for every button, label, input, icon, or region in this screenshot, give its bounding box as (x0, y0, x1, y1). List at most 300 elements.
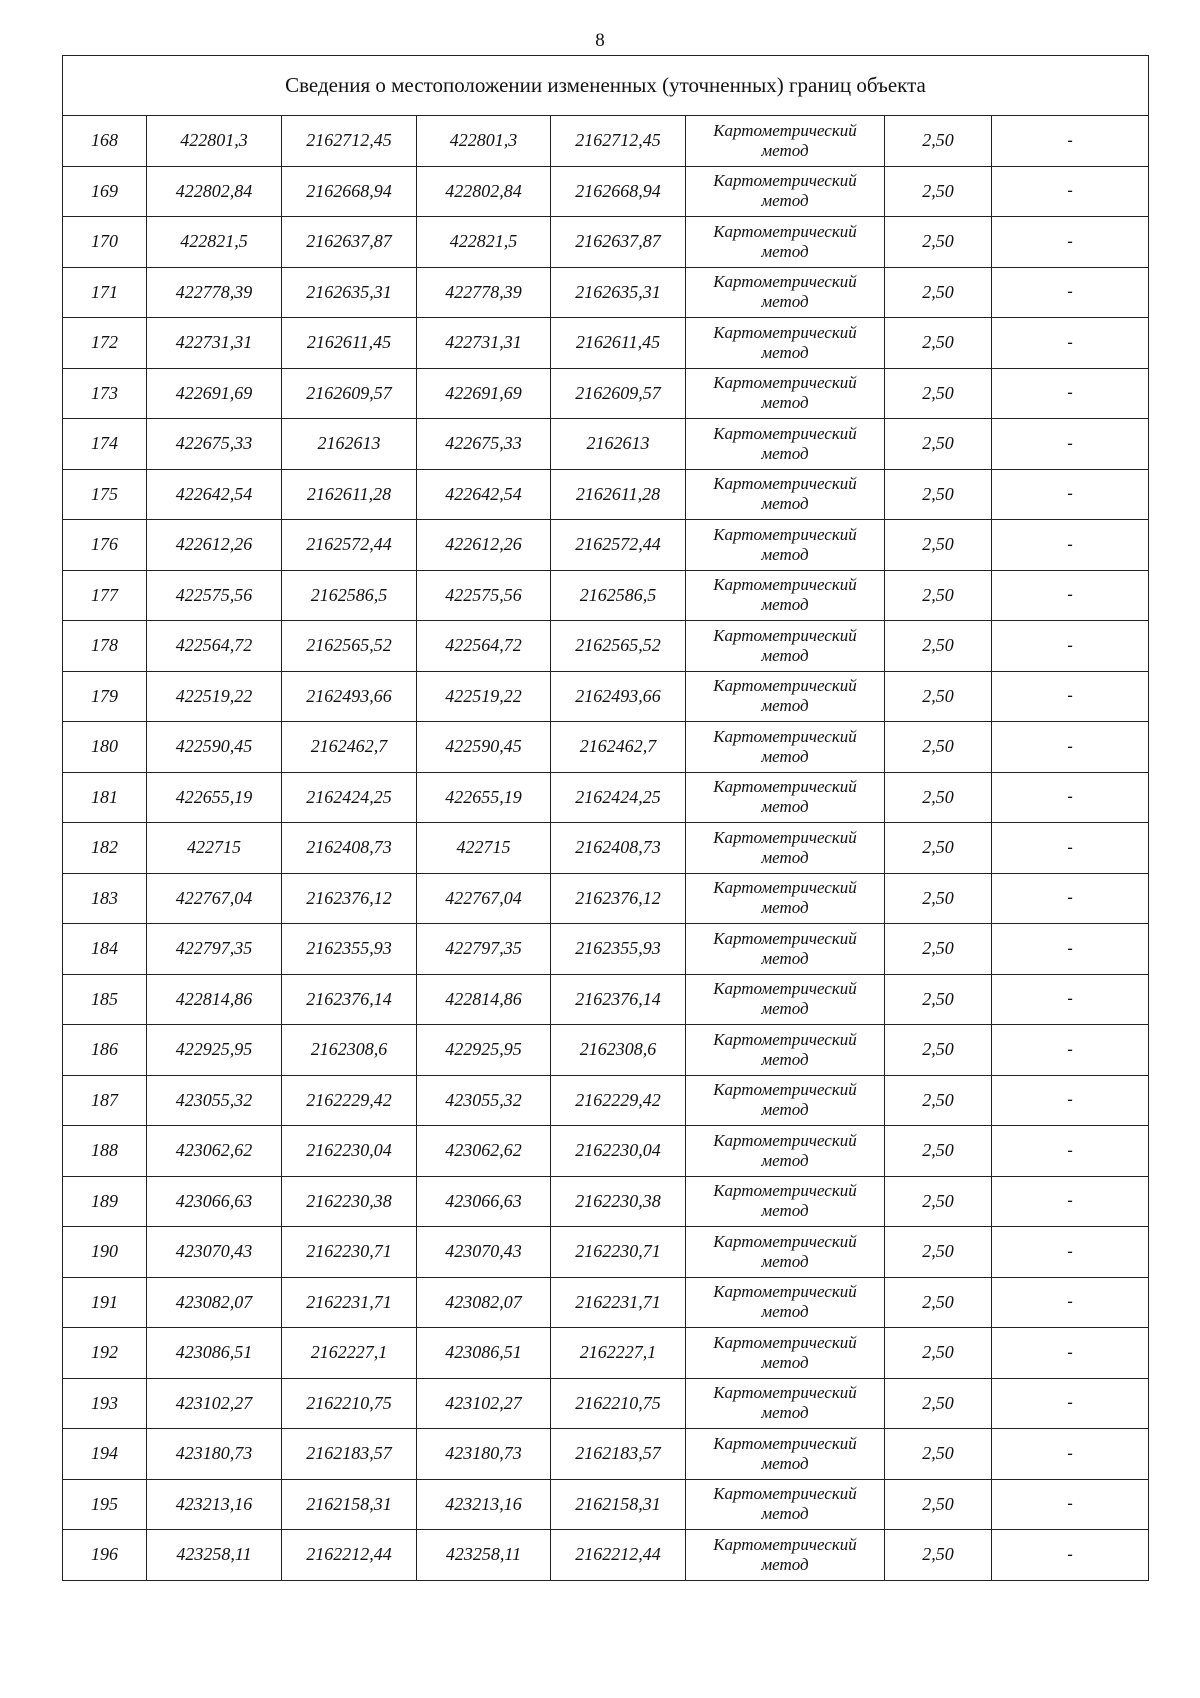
note-cell: - (992, 924, 1149, 975)
accuracy-cell: 2,50 (885, 873, 992, 924)
accuracy-cell: 2,50 (885, 368, 992, 419)
point-number-cell: 183 (63, 873, 147, 924)
refined-y-cell: 2162408,73 (551, 823, 686, 874)
existing-y-cell: 2162462,7 (282, 722, 417, 773)
existing-y-cell: 2162613 (282, 419, 417, 470)
method-line-2: метод (761, 1504, 809, 1524)
table-row (63, 1025, 1149, 1076)
method-line-2: метод (761, 494, 809, 514)
refined-y-cell: 2162355,93 (551, 924, 686, 975)
refined-y-cell: 2162230,38 (551, 1176, 686, 1227)
note-cell: - (992, 621, 1149, 672)
table-row (63, 1328, 1149, 1379)
refined-y-cell: 2162712,45 (551, 116, 686, 167)
existing-y-cell: 2162408,73 (282, 823, 417, 874)
note-cell: - (992, 419, 1149, 470)
refined-y-cell: 2162637,87 (551, 217, 686, 268)
accuracy-cell: 2,50 (885, 621, 992, 672)
method-line-2: метод (761, 1150, 809, 1170)
method-cell (686, 1277, 885, 1328)
method-line-1: Картометрический (713, 1029, 857, 1049)
table-row (63, 217, 1149, 268)
refined-y-cell: 2162227,1 (551, 1328, 686, 1379)
existing-x-cell: 422642,54 (147, 469, 282, 520)
method-line-1: Картометрический (713, 423, 857, 443)
existing-x-cell: 422612,26 (147, 520, 282, 571)
refined-x-cell: 422925,95 (417, 1025, 551, 1076)
existing-x-cell: 423062,62 (147, 1126, 282, 1177)
existing-x-cell: 423070,43 (147, 1227, 282, 1278)
refined-x-cell: 422642,54 (417, 469, 551, 520)
note-cell: - (992, 1479, 1149, 1530)
method-line-2: метод (761, 1453, 809, 1473)
table-row (63, 267, 1149, 318)
refined-x-cell: 422519,22 (417, 671, 551, 722)
point-number-cell: 188 (63, 1126, 147, 1177)
table-row (63, 722, 1149, 773)
method-line-1: Картометрический (713, 777, 857, 797)
method-cell (686, 1227, 885, 1278)
note-cell: - (992, 1025, 1149, 1076)
existing-x-cell: 422564,72 (147, 621, 282, 672)
method-cell (686, 166, 885, 217)
method-line-1: Картометрический (713, 120, 857, 140)
refined-x-cell: 423213,16 (417, 1479, 551, 1530)
point-number-cell: 177 (63, 570, 147, 621)
accuracy-cell: 2,50 (885, 772, 992, 823)
refined-x-cell: 423062,62 (417, 1126, 551, 1177)
table-row (63, 924, 1149, 975)
accuracy-cell: 2,50 (885, 1126, 992, 1177)
method-line-1: Картометрический (713, 272, 857, 292)
refined-x-cell: 422691,69 (417, 368, 551, 419)
existing-x-cell: 423082,07 (147, 1277, 282, 1328)
existing-x-cell: 422655,19 (147, 772, 282, 823)
point-number-cell: 170 (63, 217, 147, 268)
accuracy-cell: 2,50 (885, 570, 992, 621)
point-number-cell: 174 (63, 419, 147, 470)
existing-x-cell: 422814,86 (147, 974, 282, 1025)
table-row (63, 873, 1149, 924)
method-line-2: метод (761, 342, 809, 362)
method-line-2: метод (761, 847, 809, 867)
existing-y-cell: 2162158,31 (282, 1479, 417, 1530)
method-cell (686, 419, 885, 470)
point-number-cell: 182 (63, 823, 147, 874)
existing-y-cell: 2162230,71 (282, 1227, 417, 1278)
point-number-cell: 184 (63, 924, 147, 975)
refined-y-cell: 2162609,57 (551, 368, 686, 419)
method-line-2: метод (761, 797, 809, 817)
existing-x-cell: 422691,69 (147, 368, 282, 419)
table-row (63, 772, 1149, 823)
refined-y-cell: 2162229,42 (551, 1075, 686, 1126)
method-line-2: метод (761, 393, 809, 413)
existing-y-cell: 2162668,94 (282, 166, 417, 217)
method-cell (686, 722, 885, 773)
method-line-2: метод (761, 999, 809, 1019)
accuracy-cell: 2,50 (885, 671, 992, 722)
note-cell: - (992, 671, 1149, 722)
existing-x-cell: 422801,3 (147, 116, 282, 167)
point-number-cell: 176 (63, 520, 147, 571)
note-cell: - (992, 1277, 1149, 1328)
point-number-cell: 173 (63, 368, 147, 419)
point-number-cell: 189 (63, 1176, 147, 1227)
method-cell (686, 1075, 885, 1126)
table-row (63, 419, 1149, 470)
method-cell (686, 924, 885, 975)
method-line-1: Картометрический (713, 1282, 857, 1302)
refined-y-cell: 2162565,52 (551, 621, 686, 672)
refined-x-cell: 423055,32 (417, 1075, 551, 1126)
note-cell: - (992, 1176, 1149, 1227)
existing-x-cell: 423086,51 (147, 1328, 282, 1379)
point-number-cell: 175 (63, 469, 147, 520)
method-cell (686, 267, 885, 318)
refined-y-cell: 2162635,31 (551, 267, 686, 318)
point-number-cell: 195 (63, 1479, 147, 1530)
method-line-1: Картометрический (713, 1433, 857, 1453)
method-line-1: Картометрический (713, 474, 857, 494)
refined-y-cell: 2162376,12 (551, 873, 686, 924)
method-line-1: Картометрический (713, 1080, 857, 1100)
table-row (63, 570, 1149, 621)
refined-y-cell: 2162611,45 (551, 318, 686, 369)
refined-y-cell: 2162308,6 (551, 1025, 686, 1076)
point-number-cell: 171 (63, 267, 147, 318)
note-cell: - (992, 267, 1149, 318)
point-number-cell: 178 (63, 621, 147, 672)
accuracy-cell: 2,50 (885, 318, 992, 369)
accuracy-cell: 2,50 (885, 1378, 992, 1429)
table-row (63, 671, 1149, 722)
point-number-cell: 180 (63, 722, 147, 773)
method-line-2: метод (761, 241, 809, 261)
method-line-1: Картометрический (713, 221, 857, 241)
existing-x-cell: 422590,45 (147, 722, 282, 773)
existing-y-cell: 2162565,52 (282, 621, 417, 672)
accuracy-cell: 2,50 (885, 1025, 992, 1076)
existing-x-cell: 422575,56 (147, 570, 282, 621)
method-line-2: метод (761, 898, 809, 918)
point-number-cell: 181 (63, 772, 147, 823)
note-cell: - (992, 1530, 1149, 1581)
method-line-2: метод (761, 1049, 809, 1069)
accuracy-cell: 2,50 (885, 1530, 992, 1581)
existing-x-cell: 422821,5 (147, 217, 282, 268)
accuracy-cell: 2,50 (885, 1227, 992, 1278)
method-cell (686, 671, 885, 722)
refined-y-cell: 2162572,44 (551, 520, 686, 571)
refined-x-cell: 422675,33 (417, 419, 551, 470)
table-row (63, 469, 1149, 520)
table-row (63, 1075, 1149, 1126)
existing-y-cell: 2162212,44 (282, 1530, 417, 1581)
table-row (63, 1429, 1149, 1480)
method-cell (686, 570, 885, 621)
point-number-cell: 179 (63, 671, 147, 722)
refined-x-cell: 422802,84 (417, 166, 551, 217)
method-line-1: Картометрический (713, 676, 857, 696)
method-cell (686, 1479, 885, 1530)
existing-y-cell: 2162637,87 (282, 217, 417, 268)
method-line-1: Картометрический (713, 524, 857, 544)
method-cell (686, 1025, 885, 1076)
method-cell (686, 1429, 885, 1480)
method-line-2: метод (761, 292, 809, 312)
accuracy-cell: 2,50 (885, 823, 992, 874)
existing-y-cell: 2162376,12 (282, 873, 417, 924)
existing-x-cell: 422731,31 (147, 318, 282, 369)
accuracy-cell: 2,50 (885, 267, 992, 318)
note-cell: - (992, 974, 1149, 1025)
existing-x-cell: 422802,84 (147, 166, 282, 217)
method-line-2: метод (761, 595, 809, 615)
point-number-cell: 187 (63, 1075, 147, 1126)
refined-x-cell: 422778,39 (417, 267, 551, 318)
point-number-cell: 190 (63, 1227, 147, 1278)
note-cell: - (992, 570, 1149, 621)
existing-y-cell: 2162308,6 (282, 1025, 417, 1076)
method-cell (686, 823, 885, 874)
existing-x-cell: 422675,33 (147, 419, 282, 470)
refined-y-cell: 2162231,71 (551, 1277, 686, 1328)
refined-x-cell: 422731,31 (417, 318, 551, 369)
refined-y-cell: 2162212,44 (551, 1530, 686, 1581)
method-line-1: Картометрический (713, 575, 857, 595)
existing-x-cell: 422715 (147, 823, 282, 874)
note-cell: - (992, 1075, 1149, 1126)
accuracy-cell: 2,50 (885, 419, 992, 470)
method-line-1: Картометрический (713, 1534, 857, 1554)
table-row (63, 368, 1149, 419)
note-cell: - (992, 166, 1149, 217)
refined-y-cell: 2162668,94 (551, 166, 686, 217)
table-row (63, 318, 1149, 369)
note-cell: - (992, 1328, 1149, 1379)
method-cell (686, 116, 885, 167)
method-cell (686, 772, 885, 823)
method-cell (686, 1176, 885, 1227)
method-cell (686, 520, 885, 571)
method-line-2: метод (761, 1302, 809, 1322)
refined-x-cell: 422612,26 (417, 520, 551, 571)
method-line-1: Картометрический (713, 625, 857, 645)
refined-y-cell: 2162158,31 (551, 1479, 686, 1530)
accuracy-cell: 2,50 (885, 1328, 992, 1379)
table-row (63, 1176, 1149, 1227)
method-line-2: метод (761, 1554, 809, 1574)
existing-y-cell: 2162355,93 (282, 924, 417, 975)
existing-y-cell: 2162712,45 (282, 116, 417, 167)
note-cell: - (992, 873, 1149, 924)
method-line-2: метод (761, 1100, 809, 1120)
table-row (63, 823, 1149, 874)
point-number-cell: 172 (63, 318, 147, 369)
table-row (63, 1227, 1149, 1278)
refined-x-cell: 422590,45 (417, 722, 551, 773)
existing-y-cell: 2162229,42 (282, 1075, 417, 1126)
method-cell (686, 1530, 885, 1581)
method-line-1: Картометрический (713, 322, 857, 342)
method-cell (686, 469, 885, 520)
refined-x-cell: 422575,56 (417, 570, 551, 621)
point-number-cell: 194 (63, 1429, 147, 1480)
table-row (63, 621, 1149, 672)
existing-y-cell: 2162231,71 (282, 1277, 417, 1328)
existing-y-cell: 2162635,31 (282, 267, 417, 318)
existing-y-cell: 2162230,38 (282, 1176, 417, 1227)
existing-y-cell: 2162210,75 (282, 1378, 417, 1429)
table-row (63, 1479, 1149, 1530)
method-line-1: Картометрический (713, 726, 857, 746)
existing-x-cell: 422925,95 (147, 1025, 282, 1076)
accuracy-cell: 2,50 (885, 1176, 992, 1227)
existing-x-cell: 423055,32 (147, 1075, 282, 1126)
existing-x-cell: 423102,27 (147, 1378, 282, 1429)
method-cell (686, 1126, 885, 1177)
method-line-2: метод (761, 1352, 809, 1372)
method-line-1: Картометрический (713, 979, 857, 999)
table-row (63, 1378, 1149, 1429)
method-line-1: Картометрический (713, 1332, 857, 1352)
method-line-1: Картометрический (713, 373, 857, 393)
refined-x-cell: 423086,51 (417, 1328, 551, 1379)
accuracy-cell: 2,50 (885, 924, 992, 975)
method-line-2: метод (761, 140, 809, 160)
existing-y-cell: 2162572,44 (282, 520, 417, 571)
refined-y-cell: 2162424,25 (551, 772, 686, 823)
note-cell: - (992, 469, 1149, 520)
refined-y-cell: 2162613 (551, 419, 686, 470)
note-cell: - (992, 722, 1149, 773)
method-cell (686, 974, 885, 1025)
table-title-row (63, 56, 1149, 116)
coordinates-table (62, 55, 1149, 1581)
refined-x-cell: 422655,19 (417, 772, 551, 823)
point-number-cell: 169 (63, 166, 147, 217)
method-line-2: метод (761, 1403, 809, 1423)
method-cell (686, 621, 885, 672)
existing-y-cell: 2162611,28 (282, 469, 417, 520)
method-line-1: Картометрический (713, 1383, 857, 1403)
refined-x-cell: 423102,27 (417, 1378, 551, 1429)
refined-y-cell: 2162376,14 (551, 974, 686, 1025)
existing-y-cell: 2162493,66 (282, 671, 417, 722)
refined-y-cell: 2162210,75 (551, 1378, 686, 1429)
method-line-1: Картометрический (713, 1181, 857, 1201)
point-number-cell: 196 (63, 1530, 147, 1581)
method-line-2: метод (761, 645, 809, 665)
method-line-2: метод (761, 746, 809, 766)
method-line-1: Картометрический (713, 827, 857, 847)
refined-y-cell: 2162586,5 (551, 570, 686, 621)
refined-x-cell: 422564,72 (417, 621, 551, 672)
method-line-1: Картометрический (713, 928, 857, 948)
refined-y-cell: 2162230,71 (551, 1227, 686, 1278)
note-cell: - (992, 520, 1149, 571)
method-cell (686, 217, 885, 268)
method-line-2: метод (761, 1251, 809, 1271)
method-line-2: метод (761, 544, 809, 564)
accuracy-cell: 2,50 (885, 166, 992, 217)
refined-x-cell: 422821,5 (417, 217, 551, 268)
method-cell (686, 368, 885, 419)
existing-y-cell: 2162230,04 (282, 1126, 417, 1177)
table-row (63, 974, 1149, 1025)
note-cell: - (992, 368, 1149, 419)
table-row (63, 166, 1149, 217)
refined-x-cell: 423082,07 (417, 1277, 551, 1328)
method-cell (686, 1328, 885, 1379)
method-line-2: метод (761, 696, 809, 716)
existing-x-cell: 422519,22 (147, 671, 282, 722)
note-cell: - (992, 1429, 1149, 1480)
accuracy-cell: 2,50 (885, 974, 992, 1025)
point-number-cell: 192 (63, 1328, 147, 1379)
note-cell: - (992, 318, 1149, 369)
existing-x-cell: 422797,35 (147, 924, 282, 975)
point-number-cell: 168 (63, 116, 147, 167)
existing-x-cell: 423258,11 (147, 1530, 282, 1581)
accuracy-cell: 2,50 (885, 469, 992, 520)
point-number-cell: 191 (63, 1277, 147, 1328)
point-number-cell: 185 (63, 974, 147, 1025)
table-row (63, 1530, 1149, 1581)
existing-y-cell: 2162227,1 (282, 1328, 417, 1379)
accuracy-cell: 2,50 (885, 116, 992, 167)
note-cell: - (992, 823, 1149, 874)
refined-x-cell: 422715 (417, 823, 551, 874)
method-line-1: Картометрический (713, 1484, 857, 1504)
existing-x-cell: 423213,16 (147, 1479, 282, 1530)
page-number: 8 (595, 30, 605, 51)
accuracy-cell: 2,50 (885, 1479, 992, 1530)
method-line-1: Картометрический (713, 1231, 857, 1251)
refined-y-cell: 2162230,04 (551, 1126, 686, 1177)
existing-y-cell: 2162586,5 (282, 570, 417, 621)
refined-x-cell: 422797,35 (417, 924, 551, 975)
accuracy-cell: 2,50 (885, 217, 992, 268)
refined-x-cell: 423180,73 (417, 1429, 551, 1480)
existing-x-cell: 422767,04 (147, 873, 282, 924)
point-number-cell: 186 (63, 1025, 147, 1076)
method-line-1: Картометрический (713, 1130, 857, 1150)
accuracy-cell: 2,50 (885, 1075, 992, 1126)
method-line-2: метод (761, 948, 809, 968)
existing-x-cell: 423180,73 (147, 1429, 282, 1480)
method-line-1: Картометрический (713, 878, 857, 898)
method-line-2: метод (761, 191, 809, 211)
refined-x-cell: 423066,63 (417, 1176, 551, 1227)
refined-y-cell: 2162611,28 (551, 469, 686, 520)
method-cell (686, 1378, 885, 1429)
method-cell (686, 873, 885, 924)
point-number-cell: 193 (63, 1378, 147, 1429)
accuracy-cell: 2,50 (885, 1277, 992, 1328)
refined-x-cell: 422767,04 (417, 873, 551, 924)
existing-y-cell: 2162611,45 (282, 318, 417, 369)
note-cell: - (992, 217, 1149, 268)
refined-x-cell: 422801,3 (417, 116, 551, 167)
accuracy-cell: 2,50 (885, 1429, 992, 1480)
refined-y-cell: 2162493,66 (551, 671, 686, 722)
existing-y-cell: 2162376,14 (282, 974, 417, 1025)
method-cell (686, 318, 885, 369)
refined-x-cell: 423070,43 (417, 1227, 551, 1278)
refined-y-cell: 2162183,57 (551, 1429, 686, 1480)
